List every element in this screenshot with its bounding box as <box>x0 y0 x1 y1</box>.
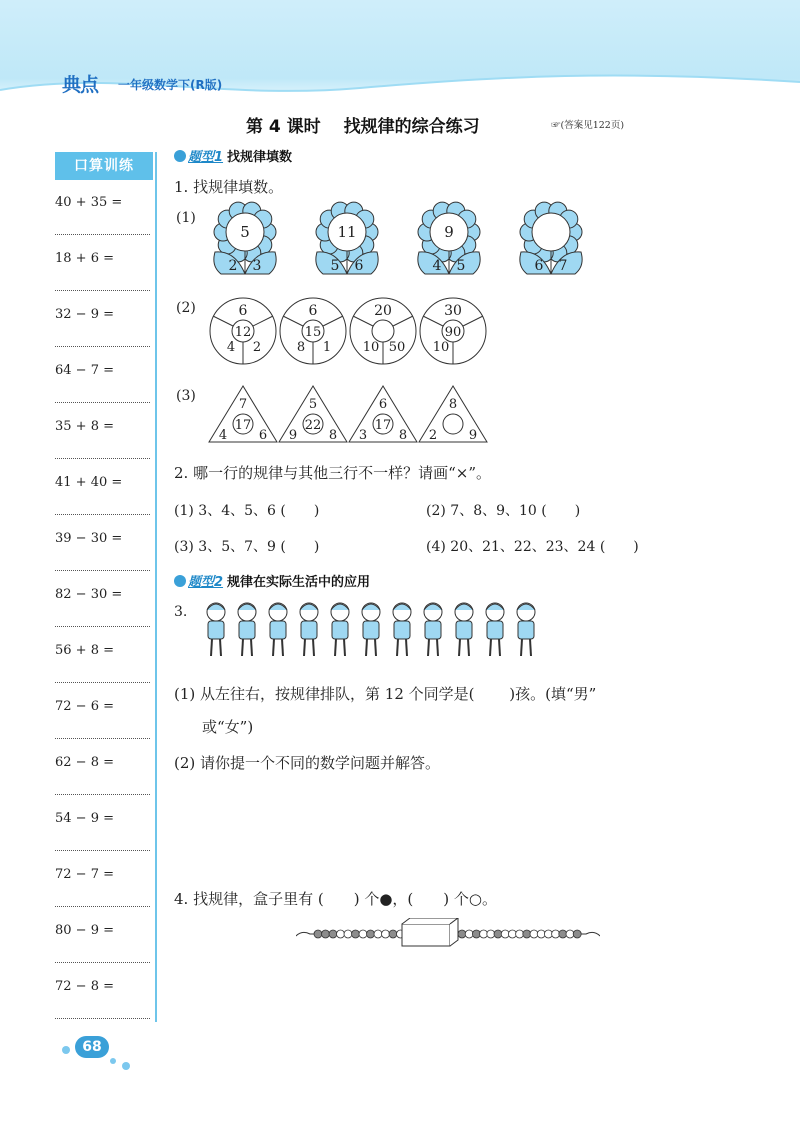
row-4-answer[interactable]: ( ) <box>599 539 639 555</box>
triangle-figure <box>419 386 487 443</box>
oral-expression: 39 − 30 = <box>55 531 123 546</box>
light-bead <box>382 930 390 938</box>
answer-line[interactable] <box>55 774 150 795</box>
row-4 <box>426 536 639 556</box>
light-bead <box>516 930 524 938</box>
answer-line[interactable] <box>55 718 150 739</box>
flower-center <box>532 213 570 251</box>
child-leg <box>366 639 367 656</box>
child-leg <box>530 639 531 656</box>
child-figure <box>269 603 287 656</box>
row-3 <box>174 536 319 556</box>
answer-line[interactable] <box>55 214 150 235</box>
row-3-label: (3) <box>174 539 194 555</box>
child-body <box>332 621 348 639</box>
row-2-text: 7、8、9、10 <box>450 503 537 519</box>
oral-item <box>55 472 150 515</box>
flower-center-number: 9 <box>444 223 454 241</box>
flower-center-number: 11 <box>337 223 357 241</box>
oral-expression: 40 + 35 = <box>55 195 123 210</box>
lightbulb-icon <box>174 150 186 162</box>
lesson-title: 第 4 课时 找规律的综合练习 <box>246 117 480 137</box>
brand-logo: 典点 <box>62 74 99 96</box>
triangle-circle <box>443 414 463 434</box>
dark-bead <box>352 930 360 938</box>
circle-left-number: 4 <box>226 340 236 355</box>
light-bead <box>344 930 352 938</box>
child-leg <box>521 639 522 656</box>
dark-bead <box>389 930 397 938</box>
inner-circle <box>372 320 394 342</box>
row-2 <box>426 500 580 520</box>
dark-bead <box>367 930 375 938</box>
dark-bead <box>314 930 322 938</box>
child-figure <box>300 603 318 656</box>
row-2-answer[interactable]: ( ) <box>541 503 581 519</box>
circle-top-number: 30 <box>444 303 462 319</box>
question-2: 2. 哪一行的规律与其他三行不一样？请画“×”。 <box>174 464 491 482</box>
circle-left-number: 10 <box>362 340 380 355</box>
triangle-right-number: 8 <box>398 428 408 443</box>
dark-bead <box>523 930 531 938</box>
row-4-label: (4) <box>426 539 446 555</box>
dark-bead <box>573 930 581 938</box>
dark-bead <box>458 930 466 938</box>
circle-figure <box>350 298 416 364</box>
circle-left-number: 8 <box>296 340 306 355</box>
part1-label: (1) <box>176 210 196 226</box>
triangle-left-number: 9 <box>288 428 298 443</box>
oral-expression: 64 − 7 = <box>55 363 114 378</box>
answer-line[interactable] <box>55 550 150 571</box>
answer-line[interactable] <box>55 662 150 683</box>
oral-expression: 80 − 9 = <box>55 923 114 938</box>
part2-label: (2) <box>176 300 196 316</box>
oral-item <box>55 416 150 459</box>
triangle-top-number: 5 <box>308 397 318 412</box>
series-label: 一年级数学下(R版) <box>118 78 223 92</box>
circle-right-number: 1 <box>322 340 332 355</box>
circle-center-number: 12 <box>234 325 252 340</box>
children-row-illustration <box>198 598 558 662</box>
triangle-left-number: 4 <box>218 428 228 443</box>
child-body <box>239 621 255 639</box>
light-bead <box>530 930 538 938</box>
flower <box>214 202 276 274</box>
triangle-center-number: 22 <box>304 418 322 433</box>
triangle-top-number: 6 <box>378 397 388 412</box>
oral-expression: 72 − 7 = <box>55 867 114 882</box>
child-leg <box>211 639 212 656</box>
flower-left-number: 2 <box>228 258 238 274</box>
child-body <box>270 621 286 639</box>
dark-bead <box>472 930 480 938</box>
child-leg <box>220 639 221 656</box>
row-3-text: 3、5、7、9 <box>198 539 276 555</box>
child-leg <box>375 639 376 656</box>
circle-figure <box>210 298 276 364</box>
circle-top-number: 6 <box>308 303 318 319</box>
child-figure <box>331 603 349 656</box>
oral-expression: 41 + 40 = <box>55 475 123 490</box>
child-figure <box>362 603 380 656</box>
answer-line[interactable] <box>55 494 150 515</box>
child-body <box>456 621 472 639</box>
oral-item <box>55 248 150 291</box>
oral-expression: 18 + 6 = <box>55 251 114 266</box>
flower-figures <box>205 200 625 280</box>
child-leg <box>490 639 491 656</box>
child-leg <box>251 639 252 656</box>
triangle-left-number: 3 <box>358 428 368 443</box>
flower <box>316 202 378 274</box>
type1-tag: 题型1 <box>188 150 224 165</box>
answer-line[interactable] <box>55 942 150 963</box>
child-leg <box>313 639 314 656</box>
light-bead <box>566 930 574 938</box>
oral-item <box>55 920 150 963</box>
decor-dot <box>122 1062 130 1070</box>
page-number: 68 <box>75 1036 109 1058</box>
question-3-1-cont: 或“女”) <box>202 718 254 736</box>
oral-item <box>55 808 150 851</box>
oral-expression: 72 − 6 = <box>55 699 114 714</box>
oral-expression: 62 − 8 = <box>55 755 114 770</box>
child-leg <box>468 639 469 656</box>
child-leg <box>437 639 438 656</box>
question-3-2: (2) 请你提一个不同的数学问题并解答。 <box>174 754 441 772</box>
child-leg <box>344 639 345 656</box>
child-body <box>425 621 441 639</box>
answer-line[interactable] <box>55 830 150 851</box>
oral-item <box>55 360 150 403</box>
oral-item <box>55 584 150 627</box>
oral-expression: 56 + 8 = <box>55 643 114 658</box>
answer-line[interactable] <box>55 438 150 459</box>
triangle-top-number: 7 <box>238 397 248 412</box>
lightbulb-icon <box>174 575 186 587</box>
circle-figures <box>205 296 625 366</box>
dark-bead <box>322 930 330 938</box>
child-body <box>301 621 317 639</box>
oral-item <box>55 696 150 739</box>
child-figure <box>424 603 442 656</box>
flower-right-number: 7 <box>558 258 568 274</box>
row-4-text: 20、21、22、23、24 <box>450 539 596 555</box>
circle-figure <box>420 298 486 364</box>
answer-line[interactable] <box>55 326 150 347</box>
type1-heading <box>174 146 292 165</box>
child-leg <box>406 639 407 656</box>
triangle-right-number: 6 <box>258 428 268 443</box>
circle-figure <box>280 298 346 364</box>
dark-bead <box>494 930 502 938</box>
triangle-right-number: 8 <box>328 428 338 443</box>
type2-tag: 题型2 <box>188 575 224 590</box>
circle-right-number: 50 <box>388 340 406 355</box>
child-body <box>208 621 224 639</box>
dark-bead <box>329 930 337 938</box>
child-leg <box>335 639 336 656</box>
oral-expression: 54 − 9 = <box>55 811 114 826</box>
oral-training-title: 口算训练 <box>55 152 153 180</box>
child-figure <box>393 603 411 656</box>
child-leg <box>242 639 243 656</box>
child-leg <box>459 639 460 656</box>
part3-label: (3) <box>176 388 196 404</box>
child-body <box>394 621 410 639</box>
oral-item <box>55 640 150 683</box>
light-bead <box>374 930 382 938</box>
row-1-answer[interactable]: ( ) <box>280 503 320 519</box>
triangle-figure <box>349 386 417 443</box>
child-body <box>487 621 503 639</box>
light-bead <box>480 930 488 938</box>
question-4: 4. 找规律，盒子里有 ( ) 个●，( ) 个○。 <box>174 890 497 908</box>
flower-left-number: 5 <box>330 258 340 274</box>
circle-top-number: 20 <box>374 303 392 319</box>
oral-expression: 32 − 9 = <box>55 307 114 322</box>
oral-expression: 82 − 30 = <box>55 587 123 602</box>
row-1 <box>174 500 319 520</box>
answer-line[interactable] <box>55 886 150 907</box>
box-top <box>402 918 458 924</box>
light-bead <box>487 930 495 938</box>
type2-heading <box>174 571 370 590</box>
box <box>402 924 450 946</box>
flower-right-number: 6 <box>354 258 364 274</box>
decor-dot <box>62 1046 70 1054</box>
child-body <box>363 621 379 639</box>
triangle-center-number: 17 <box>234 418 252 433</box>
oral-item <box>55 192 150 235</box>
child-figure <box>455 603 473 656</box>
bead-string-figure <box>296 918 600 952</box>
decor-dot <box>110 1058 116 1064</box>
child-figure <box>238 603 256 656</box>
child-leg <box>304 639 305 656</box>
triangle-figure <box>209 386 277 443</box>
triangle-center-number: 17 <box>374 418 392 433</box>
triangle-left-number: 2 <box>428 428 438 443</box>
child-figure <box>486 603 504 656</box>
flower <box>418 202 480 274</box>
light-bead <box>359 930 367 938</box>
oral-item <box>55 864 150 907</box>
answer-line[interactable] <box>55 606 150 627</box>
flower <box>520 202 582 274</box>
child-leg <box>499 639 500 656</box>
answer-reference: ☞(答案见122页) <box>551 120 625 131</box>
flower-right-number: 5 <box>456 258 466 274</box>
flower-left-number: 6 <box>534 258 544 274</box>
light-bead <box>552 930 560 938</box>
oral-expression: 35 + 8 = <box>55 419 114 434</box>
triangle-figure <box>279 386 347 443</box>
child-leg <box>282 639 283 656</box>
answer-line[interactable] <box>55 998 150 1019</box>
triangle-right-number: 9 <box>468 428 478 443</box>
triangle-top-number: 8 <box>448 397 458 412</box>
child-leg <box>273 639 274 656</box>
type1-name: 找规律填数 <box>227 150 293 165</box>
question-1: 1. 找规律填数。 <box>174 178 284 196</box>
child-body <box>518 621 534 639</box>
circle-center-number: 15 <box>304 325 322 340</box>
circle-right-number: 2 <box>252 340 262 355</box>
oral-item <box>55 528 150 571</box>
row-1-text: 3、4、5、6 <box>198 503 276 519</box>
row-1-label: (1) <box>174 503 194 519</box>
oral-item <box>55 976 150 1019</box>
flower-left-number: 4 <box>432 258 442 274</box>
circle-top-number: 6 <box>238 303 248 319</box>
child-leg <box>397 639 398 656</box>
dark-bead <box>559 930 567 938</box>
row-2-label: (2) <box>426 503 446 519</box>
child-figure <box>517 603 535 656</box>
answer-line[interactable] <box>55 270 150 291</box>
question-3-label: 3. <box>174 604 188 620</box>
circle-center-number: 90 <box>444 325 462 340</box>
circle-left-number: 10 <box>432 340 450 355</box>
answer-line[interactable] <box>55 382 150 403</box>
oral-item <box>55 752 150 795</box>
flower-right-number: 3 <box>252 258 262 274</box>
flower-center-number: 5 <box>240 223 250 241</box>
light-bead <box>337 930 345 938</box>
row-3-answer[interactable]: ( ) <box>280 539 320 555</box>
child-figure <box>207 603 225 656</box>
triangle-figures <box>205 384 625 446</box>
oral-item <box>55 304 150 347</box>
child-leg <box>428 639 429 656</box>
oral-expression: 72 − 8 = <box>55 979 114 994</box>
question-3-1: (1) 从左往右，按规律排队，第 12 个同学是( )孩。(填“男” <box>174 685 597 703</box>
type2-name: 规律在实际生活中的应用 <box>227 575 371 590</box>
